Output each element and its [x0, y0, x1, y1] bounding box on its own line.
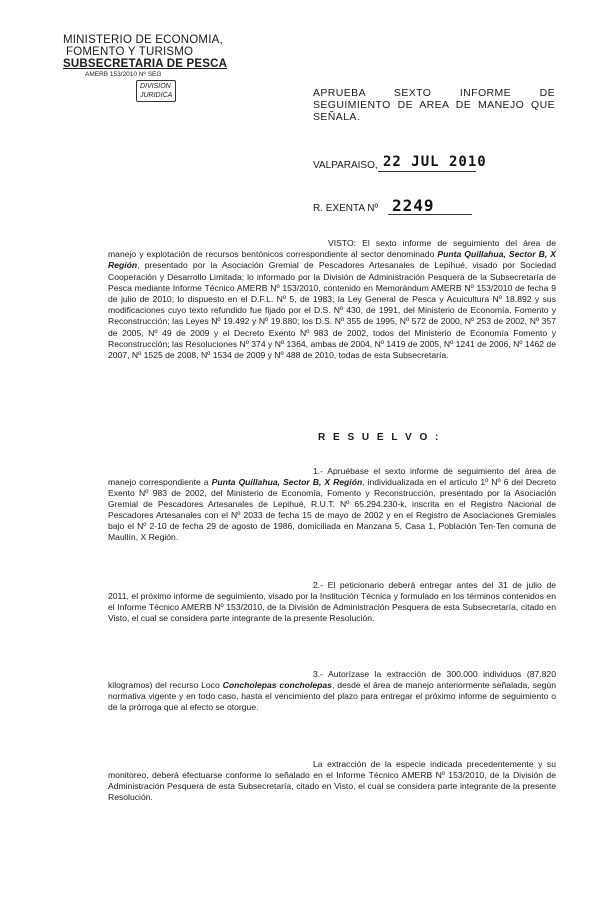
resolution-title: [313, 87, 555, 123]
visto-text-continued: , presentado por la Asociación Gremial de Pescadores Artesanales de Lepihué, visado por Sociedad Cooperación y Desarrollo Limitada; lo informado por la División de Administración Pesquera de la Subsecretaría de Pesca mediante Informe Técnico AMERB Nº 153/2010, contenido en Memorándum AMERB Nº 153/2010 de fecha 9 de julio de 2010; lo dispuesto en el D.F.L. Nº 5, de 1983; la Ley General de Pesca y Acuicultura Nº 18.892 y sus modificaciones cuyo texto refundido fue fijado por el D.S. Nº 430, de 1991, del Ministerio de Economía, Fomento y Reconstrucción; las Leyes Nº 19.492 y Nº 19.880; los D.S. Nº 355 de 1995, Nº 572 de 2000, Nº 253 de 2002, Nº 357 de 2005, Nº 49 de 2009 y el Decreto Exento Nº 983 de 2002, todos del Ministerio de Economía Fomento y Reconstrucción; las Resoluciones Nº 374 y Nº 1364, ambas de 2004, Nº 1419 de 2005, Nº 1241 de 2006, Nº 1462 de 2007, Nº 1525 de 2008, Nº 1534 de 2009 y Nº 488 de 2010, todas de esta Subsecretaría.: [108, 260, 556, 361]
article-3-text: 3.- Autorízase la extracción de 300.000 individuos (87.820 kilogramos) del recurso Loco: [108, 669, 556, 690]
article-2-text: 2.- El peticionario deberá entregar antes del 31 de julio de 2011, el próximo informe de seguimiento, visado por la Institución Técnica y formulado en los términos contenidos en el Informe Técnico AMERB Nº 153/2010, de la División de Administración Pesquera de esta Subsecretaría, citado en Visto, el cual se considera parte integrante de la presente Resolución.: [108, 580, 556, 623]
article-3-species: Concholepas concholepas: [222, 680, 332, 690]
article-3-text-continued: , desde el área de manejo anteriormente señalada, según normativa vigente y en todo caso, hasta el vencimiento del plazo para entregar el próximo informe de seguimiento o de la prórroga que al efecto se otorgue.: [108, 680, 556, 712]
article-1-text-continued: , individualizada en el artículo 1º Nº 6 del Decreto Exento Nº 983 de 2002, del Ministerio de Economía, Fomento y Reconstrucción, presentado por la Asociación Gremial de Pescadores Artesanales de Lepihué, R.U.T. Nº 65.294.230-k, inscrita en el Registro Nacional de Pescadores Artesanales con el Nº 2033 de fecha 15 de mayo de 2002 y en el Registro de Asociaciones Gremiales bajo el Nº 2-10 de fecha 29 de agosto de 1986, domiciliada en Manzana 5, Casa 1, Población Ten-Ten comuna de Maullín, X Región.: [108, 477, 556, 542]
article-1: [108, 466, 556, 543]
date-underline: [378, 171, 476, 172]
title-line2: SEGUIMIENTO DE AREA DE MANEJO QUE: [313, 99, 555, 111]
title-line1: APRUEBA SEXTO INFORME DE: [313, 87, 555, 99]
division-juridica-stamp: [136, 80, 176, 102]
resolution-number: 2249: [392, 196, 435, 215]
article-3: [108, 669, 556, 713]
stamp-line2: JURIDICA: [140, 92, 173, 99]
article-3-extraction-note: [108, 759, 556, 803]
visto-text: VISTO: El sexto informe de seguimiento del área de manejo y explotación de recursos bentónicos correspondiente al sector denominado: [108, 238, 556, 260]
article-1-sector: Punta Quillahua, Sector B, X Región: [211, 477, 363, 487]
resolution-number-underline: [388, 214, 472, 215]
resuelvo-heading: R E S U E L V O :: [318, 432, 441, 443]
visto-sector: Punta Quillahua, Sector B, X Región: [108, 249, 557, 271]
date-stamp: 22 JUL 2010: [383, 154, 487, 170]
article-2: [108, 580, 556, 624]
visto-paragraph: [108, 238, 556, 361]
title-line3: SEÑALA.: [313, 111, 361, 123]
resolution-label: R. EXENTA Nº: [313, 203, 379, 214]
article-3-note-text: La extracción de la especie indicada precedentemente y su monitoreo, deberá efectuarse conforme lo señalado en el Informe Técnico AMERB Nº 153/2010, de la División de Administración Pesquera de esta Subsecretaría, citado en Visto, el cual se considera parte integrante de la presente Resolución.: [108, 759, 556, 802]
reference-code: AMERB 153/2010 Nº SEG: [85, 71, 162, 78]
subsecretaria-name: SUBSECRETARIA DE PESCA: [63, 58, 228, 70]
article-1-text: 1.- Apruébase el sexto informe de seguimiento del área de manejo correspondiente a: [108, 466, 556, 487]
city: VALPARAISO,: [313, 160, 378, 171]
ministry-name-line2: FOMENTO Y TURISMO: [66, 46, 194, 58]
ministry-name: MINISTERIO DE ECONOMIA,: [63, 34, 223, 46]
stamp-line1: DIVISION: [140, 83, 171, 90]
